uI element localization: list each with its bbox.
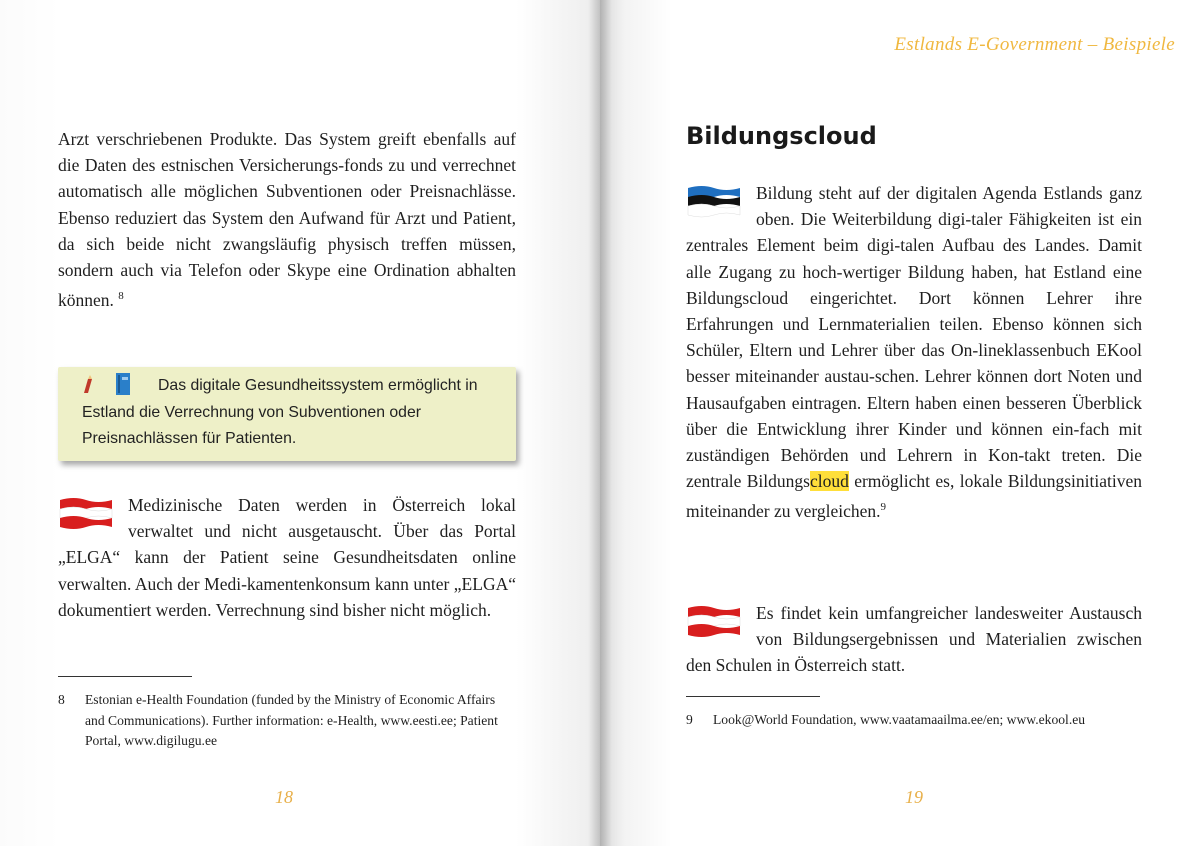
austria-flag-icon bbox=[58, 496, 114, 532]
right-paragraph-2 bbox=[686, 600, 1142, 679]
search-highlight[interactable]: cloud bbox=[809, 471, 849, 492]
book-gutter bbox=[588, 0, 612, 846]
footnote-9-number: 9 bbox=[686, 712, 693, 727]
footnote-divider bbox=[686, 696, 820, 697]
page-number-left: 18 bbox=[275, 787, 293, 807]
left-paragraph-1 bbox=[58, 126, 516, 313]
footnote-8 bbox=[58, 690, 516, 752]
right-paragraph-1-text-end: ermöglicht es, lokale Bildungsinitiativen miteinander zu vergleichen. bbox=[686, 471, 1142, 522]
footnote-9-text: Look@World Foundation, www.vaatamaailma.ee/en; www.ekool.eu bbox=[713, 712, 1086, 727]
left-paragraph-2-text: Medizinische Daten werden in Österreich lokal verwaltet und nicht ausgetauscht. Über das Portal „ELGA“ kann der Patient seine Gesundheitsdaten online verwalten. Auch der Medi-kamentenkonsum kann unter „ELGA“ dokumentiert werden. Verrechnung sind bisher nicht möglich. bbox=[58, 495, 516, 620]
callout-text: Das digitale Gesundheitssystem ermöglicht in Estland die Verrechnung von Subventionen oder Preisnachlässen für Patienten. bbox=[82, 377, 478, 447]
footnote-9 bbox=[686, 710, 1142, 731]
right-paragraph-1-text: Bildung steht auf der digitalen Agenda Estlands ganz oben. Die Weiterbildung digi-taler Fähigkeiten ist ein zentrales Element beim digi-talen Aufbau des Landes. Damit alle Zugang zu hoch-wertiger Bildung haben, hat Estland eine Bildungscloud eingerichtet. Dort können Lehrer ihre Erfahrungen und Lernmaterialien teilen. Ebenso können sich Schüler, Eltern und Lehrer über das On-lineklassenbuch EKool besser miteinander austau-schen. Lehrer können dort Noten und Hausaufgaben eintragen. Eltern haben einen besseren Überblick über die Entwicklung ihrer Kinder und können ein-fach mit zuständigen Behörden und Lehrern in Kon-takt treten. Die zentrale Bildungs bbox=[686, 183, 1142, 492]
estonia-flag-icon bbox=[686, 184, 742, 220]
running-header: Estlands E-Government – Beispiele bbox=[894, 34, 1175, 55]
left-paragraph-2 bbox=[58, 492, 516, 623]
austria-flag-icon bbox=[686, 604, 742, 640]
right-page bbox=[600, 0, 1200, 846]
right-paragraph-2-text: Es findet kein umfangreicher landesweiter Austausch von Bildungsergebnissen und Materialien zwischen den Schulen in Österreich statt. bbox=[686, 603, 1142, 676]
footnote-ref-9[interactable]: 9 bbox=[880, 501, 887, 514]
left-paragraph-1-text: Arzt verschriebenen Produkte. Das System greift ebenfalls auf die Daten des estnischen Versicherungs-fonds zu und verrechnet automatisch alle möglichen Subventionen oder Preisnachlässe. Ebenso reduziert das System den Aufwand für Arzt und Patient, da sich beide nicht zwangsläufig physisch treffen müssen, sondern auch via Telefon oder Skype eine Ordination abhalten können. bbox=[58, 129, 516, 311]
summary-callout-box bbox=[58, 367, 516, 461]
footnote-8-text: Estonian e-Health Foundation (funded by the Ministry of Economic Affairs and Communications). Further information: e-Health, www.eesti.ee; Patient Portal, www.digilugu.ee bbox=[85, 692, 498, 748]
right-paragraph-1 bbox=[686, 180, 1142, 524]
footnote-divider bbox=[58, 676, 192, 677]
page-number-right: 19 bbox=[905, 787, 923, 807]
footnote-ref-8[interactable]: 8 bbox=[118, 290, 124, 303]
footnote-8-number: 8 bbox=[58, 692, 65, 707]
section-title: Bildungscloud bbox=[686, 122, 877, 150]
